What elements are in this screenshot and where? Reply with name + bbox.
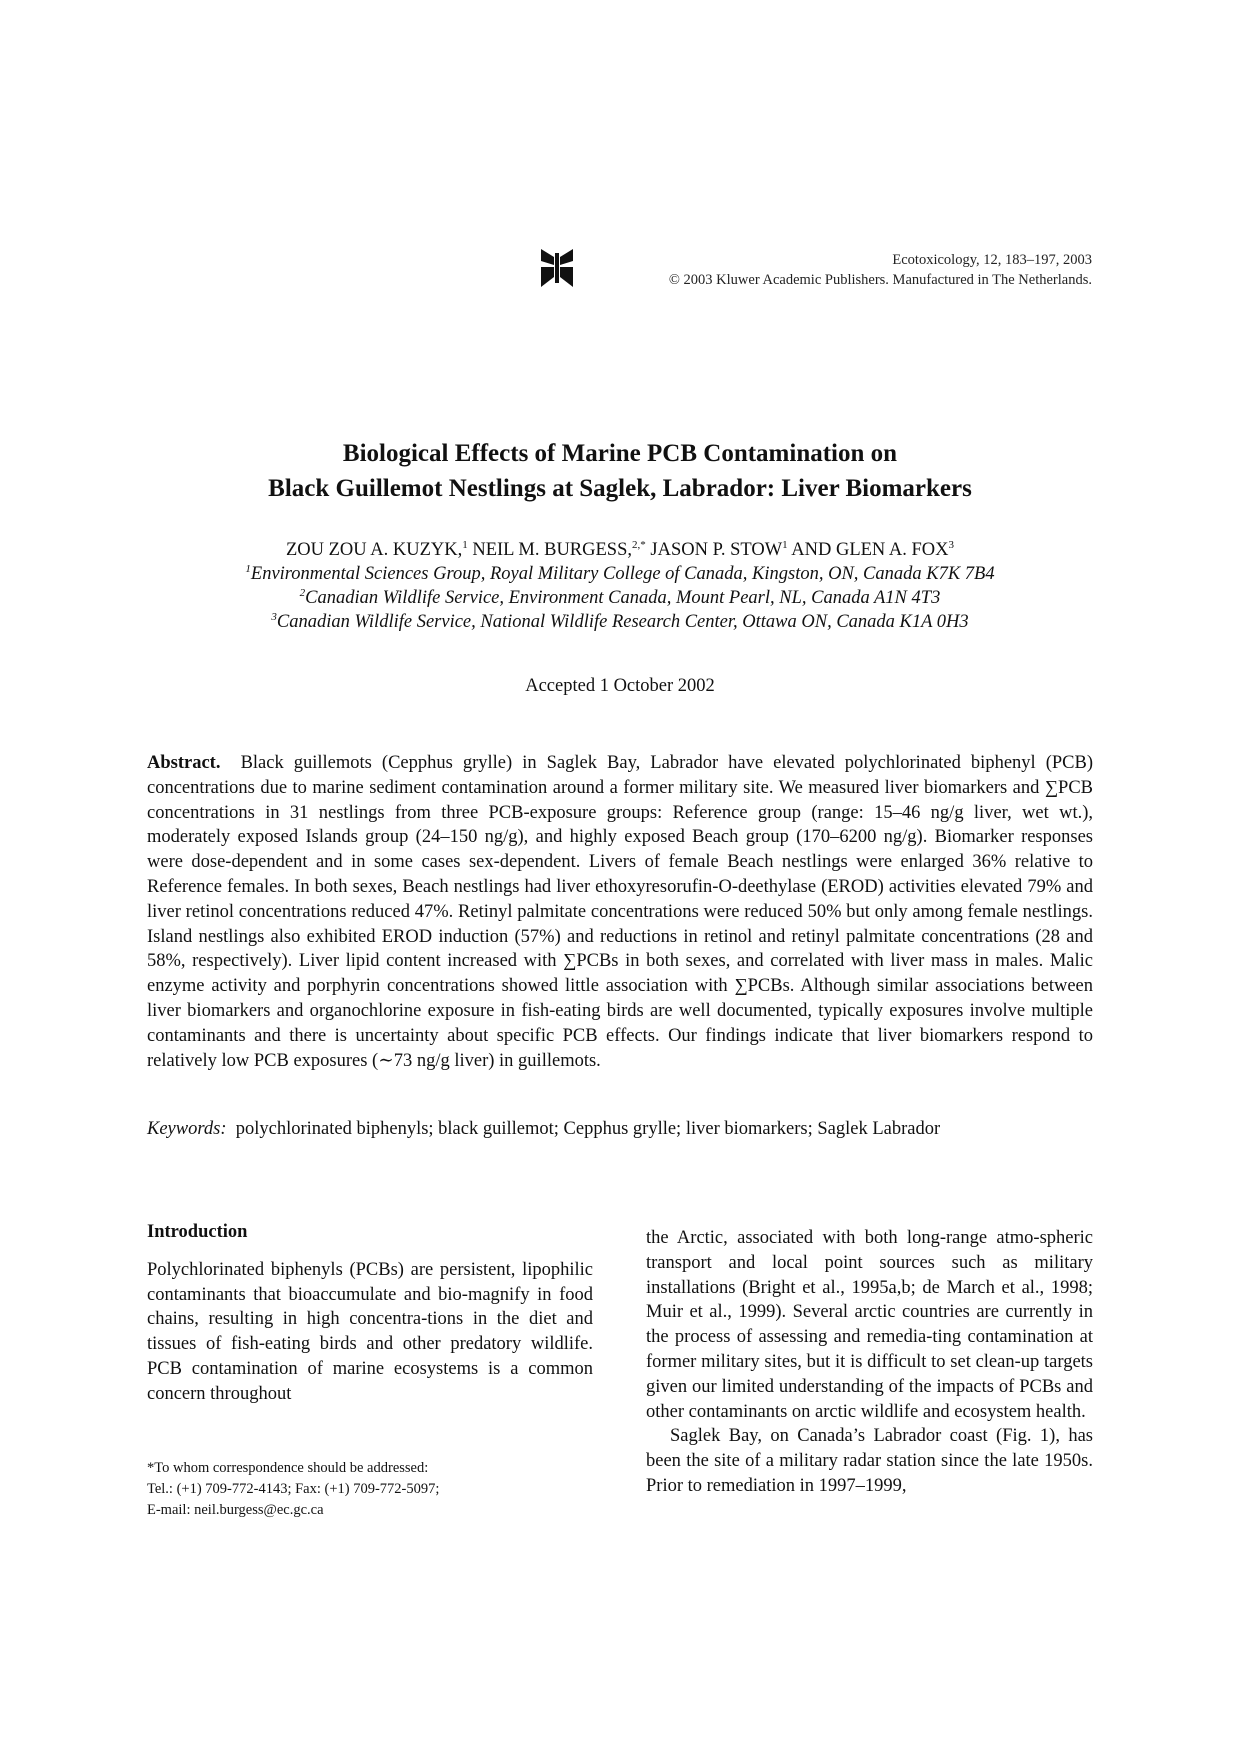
affiliation-2: $^2$Canadian Wildlife Service, Environment Canada, Mount Pearl, NL, Canada A1N 4T3: [299, 586, 941, 608]
author-3: JASON P. STOW: [645, 540, 783, 560]
title-line-1: Biological Effects of Marine PCB Contamination on: [342, 440, 898, 467]
right-column: [646, 1226, 1093, 1499]
copyright-line: © 2003 Kluwer Academic Publishers. Manufactured in The Netherlands.: [668, 272, 1092, 288]
left-column: [147, 1220, 593, 1407]
keywords: [147, 1119, 1093, 1140]
publisher-logo-icon: [538, 247, 576, 289]
abstract: [147, 751, 1093, 1073]
author-list: [0, 538, 1240, 562]
title-line-2: Black Guillemot Nestlings at Saglek, Labrador: Liver Biomarkers: [268, 475, 972, 502]
intro-paragraph-1: Polychlorinated biphenyls (PCBs) are persistent, lipophilic contaminants that bioaccumulate and bio-magnify in food chains, resulting in high concentra-tions in the diet and tissues of fish-eating birds and other predatory wildlife. PCB contamination of marine ecosystems is a common concern throughout: [147, 1259, 593, 1404]
section-heading-introduction: Introduction: [147, 1222, 248, 1242]
author-4-sup: 3: [948, 538, 955, 551]
intro-paragraph-2: Saglek Bay, on Canada’s Labrador coast (Fig. 1), has been the site of a military radar station since the late 1950s. Prior to remediation in 1997–1999,: [646, 1426, 1093, 1496]
author-2: NEIL M. BURGESS,: [467, 540, 633, 560]
author-block: [0, 538, 1240, 634]
author-1-sup: 1: [462, 538, 468, 551]
author-2-sup: 2,*: [632, 538, 646, 551]
journal-header: [669, 250, 1092, 290]
abstract-text: Black guillemots (Cepphus grylle) in Saglek Bay, Labrador have elevated polychlorinated biphenyl (PCB) concentrations due to marine sediment contamination around a former military site. We measured liver biomarkers and ∑PCB concentrations in 31 nestlings from three PCB-exposure groups: Reference group (range: 15–46 ng/g liver, wet wt.), moderately exposed Islands group (24–150 ng/g), and highly exposed Beach group (170–6200 ng/g). Biomarker responses were dose-dependent and in some cases sex-dependent. Livers of female Beach nestlings were enlarged 36% relative to Reference females. In both sexes, Beach nestlings had liver ethoxyresorufin-O-deethylase (EROD) activities elevated 79% and liver retinol concentrations reduced 47%. Retinyl palmitate concentrations were reduced 50% but only among female nestlings. Island nestlings also exhibited EROD induction (57%) and reductions in retinol and retinyl palmitate concentrations (28 and 58%, respectively). Liver lipid content increased with ∑PCBs in both sexes, and correlated with liver mass in males. Malic enzyme activity and porphyrin concentrations showed little association with ∑PCBs. Although similar associations between liver biomarkers and organochlorine exposure in fish-eating birds are well documented, typically exposures involve multiple contaminants and there is uncertainty about specific PCB effects. Our findings indicate that liver biomarkers respond to relatively low PCB exposures (∼73 ng/g liver) in guillemots.: [147, 753, 1093, 1071]
footnote-email: E-mail: neil.burgess@ec.gc.ca: [147, 1502, 324, 1518]
abstract-label: Abstract.: [147, 753, 221, 773]
keywords-label: Keywords:: [147, 1119, 227, 1139]
correspondence-footnote: [147, 1458, 593, 1521]
affiliation-1: $^1$Environmental Sciences Group, Royal Military College of Canada, Kingston, ON, Canada K7K 7B4: [245, 562, 995, 584]
footnote-line-1: *To whom correspondence should be addressed:: [147, 1460, 429, 1476]
author-4: AND GLEN A. FOX: [787, 540, 949, 560]
paper-title: [0, 436, 1240, 506]
author-3-sup: 1: [782, 538, 788, 551]
footnote-line-2: Tel.: (+1) 709-772-4143; Fax: (+1) 709-772-5097;: [147, 1481, 440, 1497]
author-1: ZOU ZOU A. KUZYK,: [285, 540, 463, 560]
journal-citation: Ecotoxicology, 12, 183–197, 2003: [892, 252, 1092, 268]
accepted-date: Accepted 1 October 2002: [525, 676, 715, 696]
intro-paragraph-1-continued: the Arctic, associated with both long-range atmo-spheric transport and local point sources such as military installations (Bright et al., 1995a,b; de March et al., 1998; Muir et al., 1999). Several arctic countries are currently in the process of assessing and remedia-ting contamination at former military sites, but it is difficult to set clean-up targets given our limited understanding of the impacts of PCBs and other contaminants on arctic wildlife and ecosystem health.: [646, 1228, 1093, 1422]
affiliation-3: $^3$Canadian Wildlife Service, National Wildlife Research Center, Ottawa ON, Canada K1A 0H3: [271, 610, 969, 632]
keywords-text: polychlorinated biphenyls; black guillemot; Cepphus grylle; liver biomarkers; Saglek Labrador: [235, 1119, 941, 1139]
